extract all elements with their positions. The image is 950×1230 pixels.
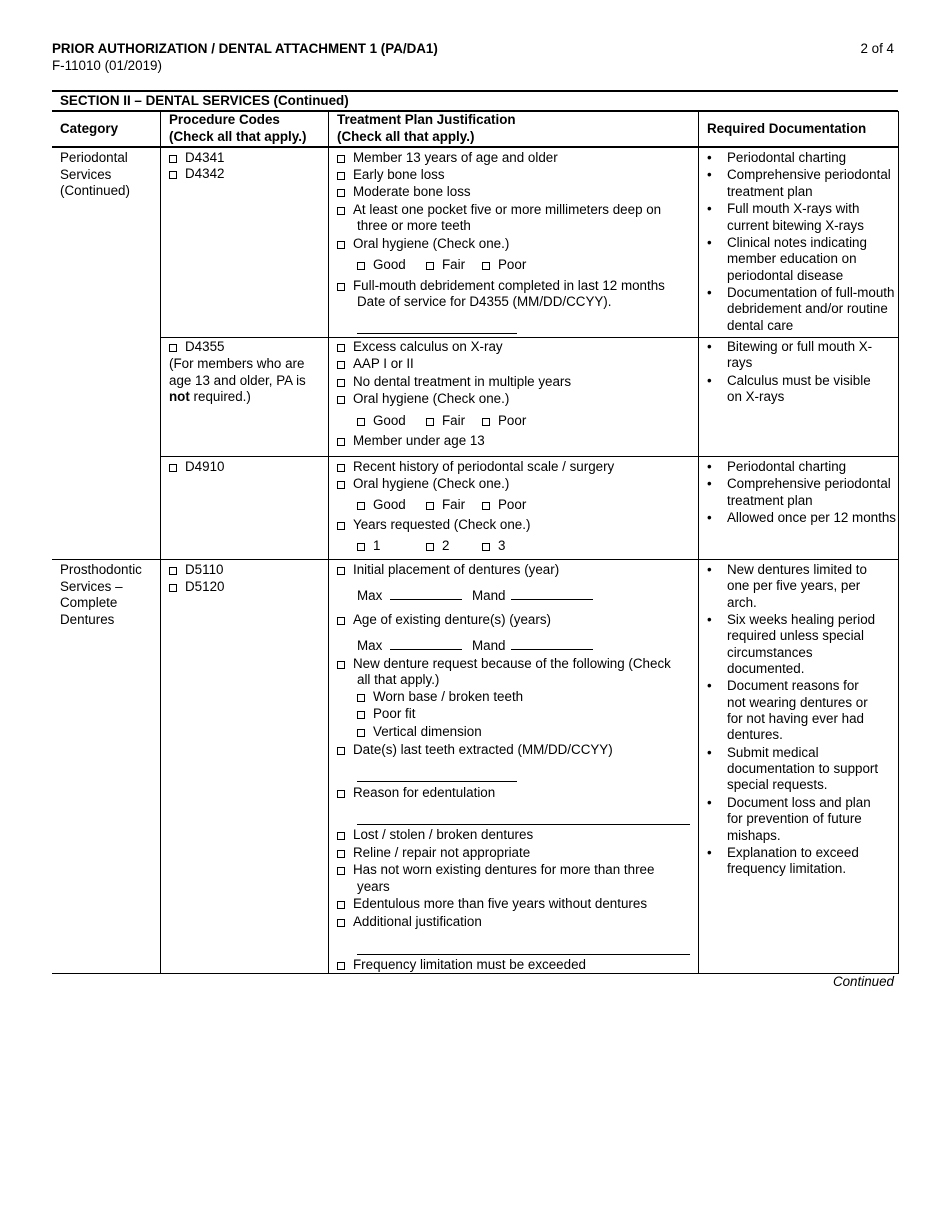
- initial-mand-field[interactable]: [511, 587, 593, 600]
- plan-not-worn-checkbox[interactable]: Has not worn existing dentures for more than three: [337, 862, 654, 879]
- checkbox-icon[interactable]: [337, 867, 345, 875]
- reason-field[interactable]: [357, 824, 690, 825]
- hygiene-fair-checkbox[interactable]: Fair: [426, 497, 465, 514]
- checkbox-icon[interactable]: [337, 155, 345, 163]
- col-header-codes: Procedure Codes (Check all that apply.): [169, 112, 307, 144]
- checkbox-icon[interactable]: [337, 617, 345, 625]
- extracted-date-field[interactable]: [357, 781, 517, 782]
- plan-not-worn-line2: years: [357, 879, 390, 894]
- checkbox-icon[interactable]: [337, 481, 345, 489]
- plan-periodontal-history-checkbox[interactable]: Recent history of periodontal scale / surgery: [337, 459, 614, 476]
- age-max-label: Max: [357, 637, 462, 655]
- checkbox-icon[interactable]: [426, 543, 434, 551]
- plan-member-13-checkbox[interactable]: Member 13 years of age and older: [337, 150, 558, 167]
- doc-item: • New dentures limited to one per five years, per arch.: [701, 562, 881, 611]
- row1-category: Periodontal Services (Continued): [60, 150, 130, 198]
- row2-docs-list: [701, 339, 886, 407]
- hygiene-good-checkbox[interactable]: Good: [357, 257, 406, 274]
- plan-hygiene-checkbox[interactable]: Oral hygiene (Check one.): [337, 391, 509, 408]
- plan-no-treatment-checkbox[interactable]: No dental treatment in multiple years: [337, 374, 571, 391]
- checkbox-icon[interactable]: [337, 396, 345, 404]
- plan-lost-dentures-checkbox[interactable]: Lost / stolen / broken dentures: [337, 827, 533, 844]
- plan-extracted-date-checkbox[interactable]: Date(s) last teeth extracted (MM/DD/CCYY): [337, 742, 613, 759]
- checkbox-icon[interactable]: [357, 694, 365, 702]
- row-divider-1: [160, 337, 899, 338]
- checkbox-icon[interactable]: [357, 711, 365, 719]
- checkbox-icon[interactable]: [337, 901, 345, 909]
- plan-debridement-line2: Date of service for D4355 (MM/DD/CCYY).: [357, 294, 612, 309]
- checkbox-icon[interactable]: [337, 790, 345, 798]
- doc-item: • Six weeks healing period required unless special circumstances documented.: [701, 612, 881, 677]
- checkbox-icon[interactable]: [357, 418, 365, 426]
- additional-field[interactable]: [357, 954, 690, 955]
- checkbox-icon[interactable]: [357, 262, 365, 270]
- page-number: 2 of 4: [860, 41, 894, 56]
- checkbox-icon[interactable]: [337, 747, 345, 755]
- initial-max-field[interactable]: [390, 587, 462, 600]
- checkbox-icon[interactable]: [337, 283, 345, 291]
- plan-under-13-checkbox[interactable]: Member under age 13: [337, 433, 485, 450]
- row3-docs-list: [701, 459, 896, 528]
- plan-pocket-checkbox[interactable]: At least one pocket five or more millimeters deep on: [337, 202, 661, 219]
- col-right-edge: [898, 111, 899, 974]
- hygiene-fair-checkbox[interactable]: Fair: [426, 413, 465, 430]
- doc-item: • Calculus must be visible on X-rays: [701, 373, 886, 406]
- checkbox-icon[interactable]: [169, 344, 177, 352]
- plan-excess-calculus-checkbox[interactable]: Excess calculus on X-ray: [337, 339, 503, 356]
- col-divider-2: [328, 111, 329, 974]
- hygiene-poor-checkbox[interactable]: Poor: [482, 413, 526, 430]
- checkbox-icon[interactable]: [337, 464, 345, 472]
- checkbox-icon[interactable]: [337, 361, 345, 369]
- plan-aap-checkbox[interactable]: AAP I or II: [337, 356, 414, 373]
- plan-new-denture-line2: all that apply.): [357, 672, 440, 687]
- checkbox-icon[interactable]: [357, 729, 365, 737]
- plan-moderate-bone-loss-checkbox[interactable]: Moderate bone loss: [337, 184, 471, 201]
- hygiene-poor-checkbox[interactable]: Poor: [482, 497, 526, 514]
- row-divider-3: [52, 559, 899, 560]
- checkbox-icon[interactable]: [169, 464, 177, 472]
- plan-age-existing-checkbox[interactable]: Age of existing denture(s) (years): [337, 612, 551, 629]
- plan-hygiene-checkbox[interactable]: Oral hygiene (Check one.): [337, 476, 509, 493]
- row4-docs-list: [701, 562, 881, 879]
- col-header-docs: Required Documentation: [707, 121, 867, 136]
- checkbox-icon[interactable]: [169, 155, 177, 163]
- plan-hygiene-checkbox[interactable]: Oral hygiene (Check one.): [337, 236, 509, 253]
- debridement-date-field[interactable]: [357, 333, 517, 334]
- checkbox-icon[interactable]: [426, 502, 434, 510]
- col-header-category: Category: [60, 121, 119, 136]
- checkbox-icon[interactable]: [337, 919, 345, 927]
- code-d4910-checkbox[interactable]: D4910: [169, 459, 224, 476]
- checkbox-icon[interactable]: [337, 438, 345, 446]
- sub-vertical-dimension-checkbox[interactable]: Vertical dimension: [357, 724, 482, 741]
- years-3-checkbox[interactable]: 3: [482, 538, 505, 555]
- checkbox-icon[interactable]: [482, 502, 490, 510]
- checkbox-icon[interactable]: [357, 502, 365, 510]
- checkbox-icon[interactable]: [337, 189, 345, 197]
- plan-initial-placement-checkbox[interactable]: Initial placement of dentures (year): [337, 562, 559, 579]
- plan-additional-checkbox[interactable]: Additional justification: [337, 914, 482, 931]
- doc-item: • Periodontal charting: [701, 459, 896, 475]
- form-title: PRIOR AUTHORIZATION / DENTAL ATTACHMENT 1 (PA/DA1): [52, 41, 438, 56]
- col-divider-1: [160, 111, 161, 974]
- doc-item: • Full mouth X-rays with current bitewing X-rays: [701, 201, 896, 234]
- plan-edentulous-checkbox[interactable]: Edentulous more than five years without dentures: [337, 896, 647, 913]
- checkbox-icon[interactable]: [357, 543, 365, 551]
- hygiene-poor-checkbox[interactable]: Poor: [482, 257, 526, 274]
- plan-reason-edentulation-checkbox[interactable]: Reason for edentulation: [337, 785, 495, 802]
- code-d4341-checkbox[interactable]: D4341: [169, 150, 224, 167]
- age-mand-field[interactable]: [511, 637, 593, 650]
- plan-frequency-checkbox[interactable]: Frequency limitation must be exceeded: [337, 957, 586, 974]
- doc-item: • Bitewing or full mouth X-rays: [701, 339, 886, 372]
- hygiene-fair-checkbox[interactable]: Fair: [426, 257, 465, 274]
- doc-item: • Comprehensive periodontal treatment plan: [701, 476, 896, 509]
- row-divider-2: [160, 456, 899, 457]
- doc-item: • Document loss and plan for prevention of future mishaps.: [701, 795, 881, 844]
- checkbox-icon[interactable]: [337, 962, 345, 970]
- col-header-plan: Treatment Plan Justification (Check all that apply.): [337, 112, 516, 144]
- plan-new-denture-checkbox[interactable]: New denture request because of the following (Check: [337, 656, 671, 673]
- table-top-rule: [52, 90, 898, 92]
- checkbox-icon[interactable]: [337, 567, 345, 575]
- doc-item: • Allowed once per 12 months: [701, 510, 896, 526]
- checkbox-icon[interactable]: [426, 418, 434, 426]
- row4-category: Prosthodontic Services – Complete Dentures: [60, 562, 142, 627]
- code-d4355-checkbox[interactable]: D4355: [169, 339, 224, 356]
- row1-docs-list: [701, 150, 896, 335]
- checkbox-icon[interactable]: [337, 344, 345, 352]
- sub-poor-fit-checkbox[interactable]: Poor fit: [357, 706, 415, 723]
- doc-item: • Clinical notes indicating member education on periodontal disease: [701, 235, 896, 284]
- hygiene-good-checkbox[interactable]: Good: [357, 497, 406, 514]
- form-number: F-11010 (01/2019): [52, 58, 162, 73]
- checkbox-icon[interactable]: [337, 172, 345, 180]
- checkbox-icon[interactable]: [337, 522, 345, 530]
- doc-item: • Explanation to exceed frequency limitation.: [701, 845, 881, 878]
- checkbox-icon[interactable]: [337, 661, 345, 669]
- doc-item: • Comprehensive periodontal treatment plan: [701, 167, 896, 200]
- checkbox-icon[interactable]: [482, 543, 490, 551]
- code-d4342-checkbox[interactable]: D4342: [169, 166, 224, 183]
- doc-item: • Submit medical documentation to support special requests.: [701, 745, 881, 794]
- checkbox-icon[interactable]: [337, 241, 345, 249]
- code-d5120-checkbox[interactable]: D5120: [169, 579, 224, 596]
- checkbox-icon[interactable]: [337, 207, 345, 215]
- continued-note: Continued: [832, 974, 894, 989]
- checkbox-icon[interactable]: [337, 379, 345, 387]
- age-mand-label: Mand: [472, 637, 593, 655]
- checkbox-icon[interactable]: [169, 584, 177, 592]
- d4355-note: (For members who are age 13 and older, PA is not required.): [169, 356, 306, 404]
- doc-item: • Periodontal charting: [701, 150, 896, 166]
- checkbox-icon[interactable]: [482, 262, 490, 270]
- checkbox-icon[interactable]: [169, 567, 177, 575]
- years-1-checkbox[interactable]: 1: [357, 538, 380, 555]
- plan-years-requested-checkbox[interactable]: Years requested (Check one.): [337, 517, 530, 534]
- checkbox-icon[interactable]: [337, 850, 345, 858]
- col-divider-3: [698, 111, 699, 974]
- sub-worn-base-checkbox[interactable]: Worn base / broken teeth: [357, 689, 523, 706]
- plan-debridement-checkbox[interactable]: Full-mouth debridement completed in last 12 months: [337, 278, 665, 295]
- checkbox-icon[interactable]: [169, 171, 177, 179]
- checkbox-icon[interactable]: [482, 418, 490, 426]
- header-bottom-rule: [52, 146, 898, 148]
- checkbox-icon[interactable]: [337, 832, 345, 840]
- plan-reline-checkbox[interactable]: Reline / repair not appropriate: [337, 845, 530, 862]
- plan-early-bone-loss-checkbox[interactable]: Early bone loss: [337, 167, 445, 184]
- plan-pocket-line2: three or more teeth: [357, 218, 471, 233]
- doc-item: • Documentation of full-mouth debridement and/or routine dental care: [701, 285, 896, 334]
- section-title: SECTION II – DENTAL SERVICES (Continued): [60, 93, 349, 108]
- initial-mand-label: Mand: [472, 587, 593, 605]
- initial-max-label: Max: [357, 587, 462, 605]
- code-d5110-checkbox[interactable]: D5110: [169, 562, 223, 579]
- age-max-field[interactable]: [390, 637, 462, 650]
- checkbox-icon[interactable]: [426, 262, 434, 270]
- years-2-checkbox[interactable]: 2: [426, 538, 449, 555]
- doc-item: • Document reasons for not wearing dentures or for not having ever had dentures.: [701, 678, 881, 743]
- hygiene-good-checkbox[interactable]: Good: [357, 413, 406, 430]
